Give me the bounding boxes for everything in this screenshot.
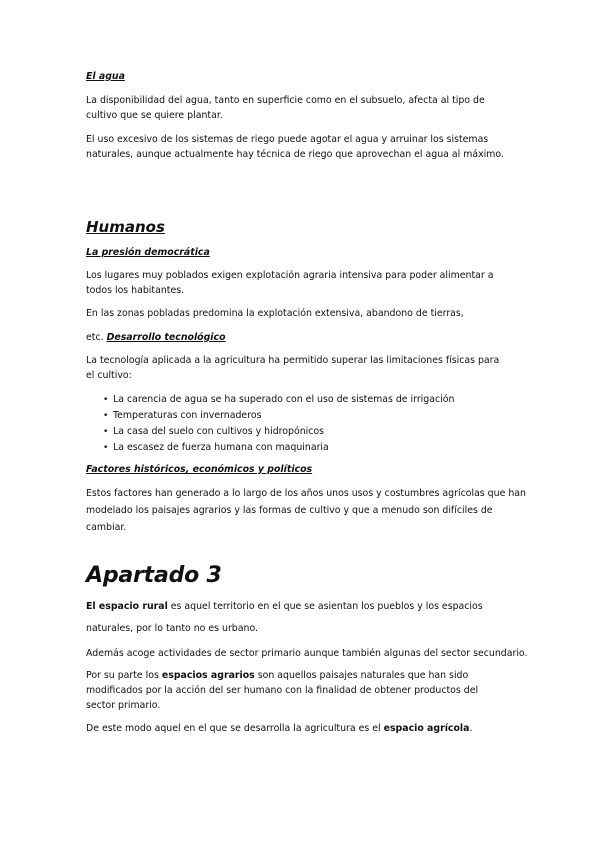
- text-line: La disponibilidad del agua, tanto en superficie como en el subsuelo, afecta al tipo de: [86, 95, 485, 106]
- list-item: • Temperaturas con invernaderos: [103, 408, 454, 424]
- text-line: cambiar.: [86, 522, 127, 533]
- text-fragment: .: [469, 723, 473, 734]
- presion-paragraph-2-line-2: [86, 331, 226, 345]
- factores-paragraph: [86, 487, 526, 535]
- text-fragment: es aquel territorio en el que se asientan los pueblos y los espacios: [167, 601, 483, 612]
- text-line: [86, 669, 478, 683]
- presion-paragraph-2-line-1: En las zonas pobladas predomina la explotación extensiva, abandono de tierras,: [86, 308, 464, 319]
- text-line: El uso excesivo de los sistemas de riego puede agotar el agua y arruinar los sistemas: [86, 134, 489, 145]
- text-fragment: De este modo aquel en el que se desarrolla la agricultura es el: [86, 723, 384, 734]
- desarrollo-paragraph: [86, 354, 499, 383]
- heading-factores: Factores históricos, económicos y políticos: [86, 464, 313, 475]
- text-line: naturales, aunque actualmente hay técnica de riego que aprovechan el agua al máximo.: [86, 149, 504, 160]
- apartado3-paragraph-2: Además acoge actividades de sector primario aunque también algunas del sector secundario.: [86, 648, 528, 659]
- text-line: el cultivo:: [86, 370, 132, 381]
- term-espacios-agrarios: espacios agrarios: [161, 670, 255, 681]
- text-line: Estos factores han generado a lo largo de los años unos usos y costumbres agrícolas que han: [86, 488, 526, 499]
- text-fragment: Por su parte los: [86, 670, 162, 681]
- text-line: cultivo que se quiere plantar.: [86, 110, 223, 121]
- text-line: La tecnología aplicada a la agricultura ha permitido superar las limitaciones físicas para: [86, 355, 500, 366]
- agua-paragraph-2: [86, 133, 504, 162]
- text-fragment: etc.: [86, 332, 107, 343]
- text-line: todos los habitantes.: [86, 285, 185, 296]
- heading-desarrollo-tecnologico: Desarrollo tecnológico: [106, 332, 226, 343]
- list-item: • La casa del suelo con cultivos y hidropónicos: [103, 424, 454, 440]
- list-item: • La escasez de fuerza humana con maquinaria: [103, 440, 454, 456]
- apartado3-paragraph-4: [86, 722, 472, 736]
- text-line: Los lugares muy poblados exigen explotación agraria intensiva para poder alimentar a: [86, 270, 494, 281]
- heading-humanos: Humanos: [86, 218, 165, 236]
- text-line: sector primario.: [86, 700, 161, 711]
- heading-el-agua: El agua: [86, 71, 125, 82]
- presion-paragraph-1: [86, 269, 493, 298]
- desarrollo-bullet-list: [103, 392, 454, 456]
- apartado3-paragraph-3: [86, 669, 478, 713]
- heading-presion-democratica: La presión democrática: [86, 247, 210, 258]
- apartado3-paragraph-1-line-1: [86, 600, 483, 614]
- list-item: • La carencia de agua se ha superado con el uso de sistemas de irrigación: [103, 392, 454, 408]
- term-espacio-rural: El espacio rural: [86, 601, 168, 612]
- text-line: modificados por la acción del ser humano con la finalidad de obtener productos del: [86, 685, 479, 696]
- agua-paragraph-1: [86, 94, 485, 123]
- text-line: modelado los paisajes agrarios y las formas de cultivo y que a menudo son difíciles de: [86, 505, 493, 516]
- heading-apartado-3: Apartado 3: [86, 563, 222, 588]
- term-espacio-agricola: espacio agrícola: [383, 723, 470, 734]
- apartado3-paragraph-1-line-2: naturales, por lo tanto no es urbano.: [86, 623, 258, 634]
- text-fragment: son aquellos paisajes naturales que han sido: [254, 670, 469, 681]
